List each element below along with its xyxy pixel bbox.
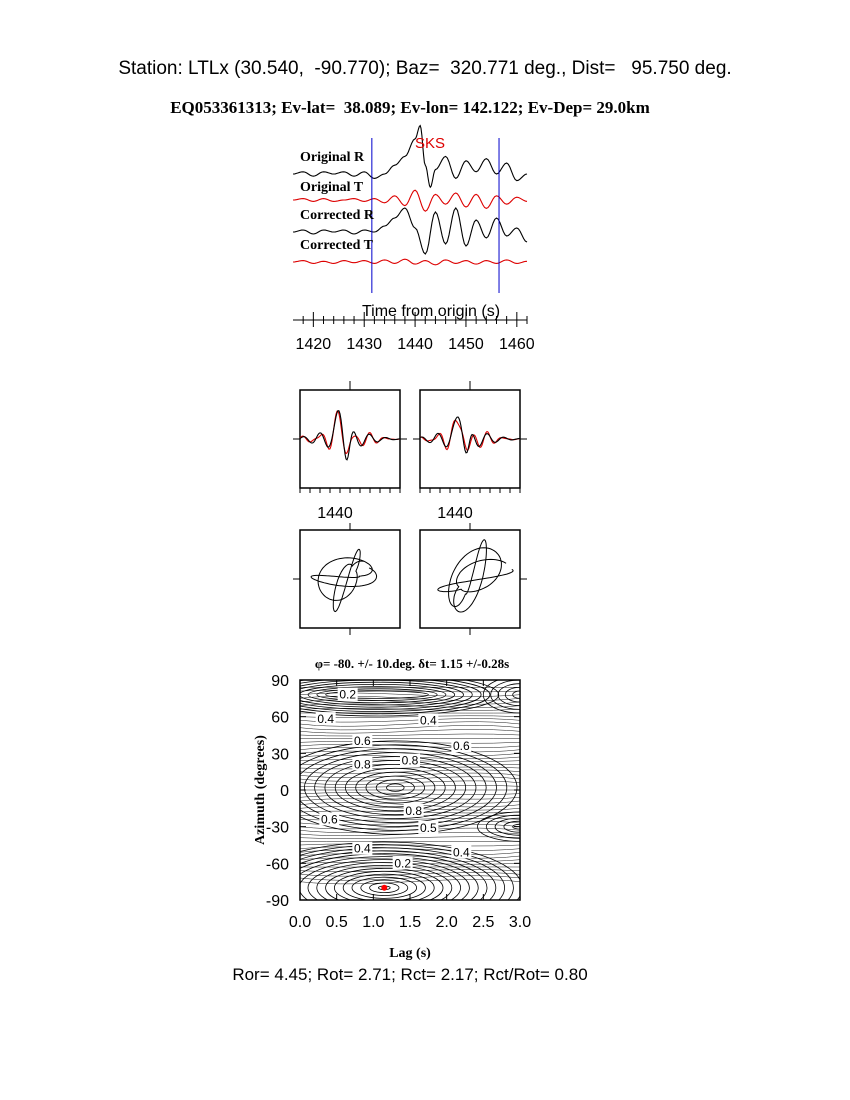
azimuth-tick-label: -60 (265, 856, 289, 874)
azimuth-tick-label: 60 (271, 709, 289, 727)
contour-label: 0.2 (339, 687, 357, 702)
energy-contour-panel (246, 656, 562, 961)
contour-line (284, 745, 507, 831)
time-tick-label: 1430 (346, 336, 383, 353)
contour-line (300, 734, 520, 736)
contour-label: 0.6 (320, 812, 338, 827)
minimum-marker (381, 885, 387, 891)
contour-label: 0.2 (394, 856, 412, 871)
contour-label: 0.4 (419, 713, 437, 728)
overlay-tick-label-left: 1440 (317, 505, 353, 522)
trace-corrected-t (293, 259, 527, 265)
overlay-slow-trace (420, 420, 520, 450)
particle-motion-uncorrected (293, 523, 400, 635)
azimuth-tick-label: 90 (271, 673, 289, 690)
contour-label: 0.8 (405, 803, 423, 818)
azimuth-tick-label: -30 (265, 819, 289, 837)
azimuth-tick-label: 30 (271, 746, 289, 764)
contour-label: 0.4 (353, 841, 371, 856)
lag-axis-label: Lag (s) (389, 946, 431, 961)
contour-line (300, 796, 520, 800)
time-tick-label: 1460 (499, 336, 535, 353)
lag-tick-label: 0.0 (288, 914, 312, 931)
lag-tick-label: 3.0 (508, 914, 532, 931)
time-axis-label: Time from origin (s) (361, 303, 501, 320)
seismogram-panel (293, 126, 535, 353)
contour-label: 0.4 (452, 845, 470, 860)
contour-line (300, 781, 520, 785)
contour-label: 0.5 (419, 820, 437, 835)
contour-line (356, 772, 435, 803)
trace-label-corrected-t: Corrected T (300, 238, 373, 253)
trace-label-original-t: Original T (300, 180, 364, 195)
time-tick-label: 1420 (295, 336, 332, 353)
overlay-fast-trace (420, 417, 520, 453)
overlay-fast-trace (300, 411, 400, 460)
contour-line (300, 785, 520, 787)
contour-line (300, 832, 520, 836)
event-info-line: EQ053361313; Ev-lat= 38.089; Ev-lon= 142.122; Ev-Dep= 29.0km (170, 98, 650, 117)
contour-label: 0.6 (452, 739, 470, 753)
ratio-summary-line: Ror= 4.45; Rot= 2.71; Rct= 2.17; Rct/Rot= 0.80 (232, 965, 588, 984)
lag-tick-label: 1.5 (398, 914, 422, 931)
contour-line (274, 741, 517, 834)
time-tick-label: 1450 (448, 336, 484, 353)
overlay-tick-label-right: 1440 (437, 505, 473, 522)
contour-label: 0.6 (353, 734, 371, 749)
lag-tick-label: 2.0 (435, 914, 458, 931)
azimuth-tick-label: -90 (265, 893, 289, 910)
trace-label-original-r: Original R (300, 150, 365, 165)
pm-trajectory-left (311, 549, 377, 611)
overlay-panel-uncorrected (293, 381, 407, 522)
contour-line (300, 741, 520, 743)
pm-frame-right (420, 530, 520, 628)
contour-line (300, 729, 520, 733)
phase-label-sks: SKS (415, 135, 446, 152)
station-info-line: Station: LTLx (30.540, -90.770); Baz= 320.771 deg., Dist= 95.750 deg. (118, 58, 732, 79)
overlay-panel-corrected (413, 381, 527, 522)
overlay-ticks-left (293, 381, 407, 493)
trace-label-corrected-r: Corrected R (300, 208, 374, 223)
overlay-waveforms-left (300, 411, 400, 460)
overlay-waveforms-right (420, 417, 520, 453)
contour-line (273, 678, 481, 712)
azimuth-axis-label: Azimuth (degrees) (253, 735, 268, 845)
contour-label: 0.8 (401, 753, 419, 768)
pm-trajectory-right (438, 540, 513, 612)
lag-tick-label: 1.0 (362, 914, 385, 931)
contour-label: 0.4 (317, 712, 335, 727)
contour-title: φ= -80. +/- 10.deg. δt= 1.15 +/-0.28s (314, 656, 510, 671)
lag-tick-label: 0.5 (325, 914, 348, 931)
pm-frame-left (300, 530, 400, 628)
particle-motion-corrected (420, 523, 527, 635)
contour-label: 0.8 (353, 757, 371, 772)
lag-tick-label: 2.5 (472, 914, 495, 931)
azimuth-tick-label: 0 (280, 783, 289, 800)
contour-line (300, 693, 520, 697)
contour-line (264, 676, 490, 714)
time-tick-label: 1440 (397, 336, 433, 353)
contour-line (300, 793, 520, 795)
overlay-ticks-right (413, 381, 527, 493)
contour-line (300, 837, 520, 839)
contour-line (315, 757, 476, 819)
